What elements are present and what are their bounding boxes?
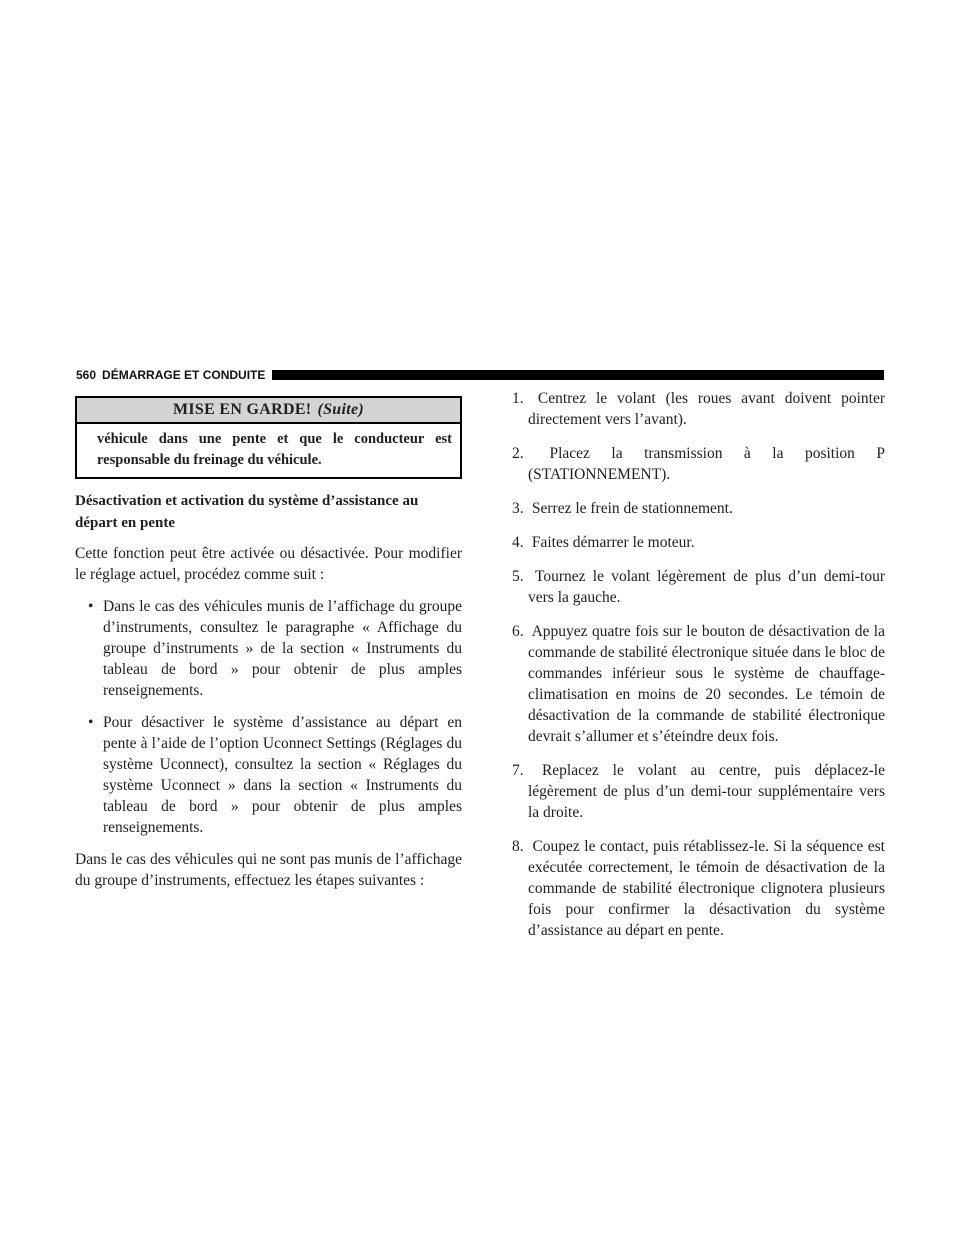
step-number: 8.	[512, 838, 524, 855]
step-number: 4.	[512, 534, 524, 551]
step-text: Replacez le volant au centre, puis déplacez-le légèrement de plus d’un demi-tour supplémentaire vers la droite.	[528, 762, 885, 821]
step-number: 5.	[512, 568, 524, 585]
page-header	[76, 367, 884, 383]
warning-suite: (Suite)	[317, 401, 364, 418]
step-item	[497, 443, 885, 485]
step-item	[497, 388, 885, 430]
step-text: Placez la transmission à la position P (STATIONNEMENT).	[528, 445, 885, 483]
step-item	[497, 760, 885, 823]
bullet-icon: •	[88, 598, 94, 615]
bullet-item	[75, 712, 462, 838]
outro-paragraph: Dans le cas des véhicules qui ne sont pas munis de l’affichage du groupe d’instruments, effectuez les étapes suivantes :	[75, 851, 462, 889]
step-text: Serrez le frein de stationnement.	[531, 500, 733, 517]
bullet-item	[75, 596, 462, 701]
step-number: 7.	[512, 762, 524, 779]
bullet-text: Dans le cas des véhicules munis de l’affichage du groupe d’instruments, consultez le paragraphe « Affichage du groupe d’instruments » de la section « Instruments du tableau de bord » pour obtenir de plus amples renseignements.	[103, 598, 462, 699]
step-item	[497, 621, 885, 747]
section-heading: Désactivation et activation du système d’assistance au départ en pente	[75, 493, 419, 531]
step-text: Tournez le volant légèrement de plus d’un demi-tour vers la gauche.	[528, 568, 885, 606]
bullet-text: Pour désactiver le système d’assistance au départ en pente à l’aide de l’option Uconnect Settings (Réglages du système Uconnect), consultez la section « Réglages du système Uconnect » dans la section « Instruments du tableau de bord » pour obtenir de plus amples renseignements.	[103, 714, 462, 836]
step-item	[497, 532, 885, 553]
step-item	[497, 836, 885, 941]
warning-title	[77, 398, 460, 424]
intro-paragraph: Cette fonction peut être activée ou désactivée. Pour modifier le réglage actuel, procédez comme suit :	[75, 545, 462, 583]
step-text: Appuyez quatre fois sur le bouton de désactivation de la commande de stabilité électronique située dans le bloc de commandes inférieur sous le système de chauffage-climatisation en moins de 20 secondes. Le témoin de désactivation de la commande de stabilité électronique devrait s’allumer et s’éteindre deux fois.	[528, 623, 885, 745]
step-number: 2.	[512, 445, 524, 462]
warning-box	[75, 396, 462, 479]
bullet-icon: •	[88, 714, 94, 731]
section-title: DÉMARRAGE ET CONDUITE	[102, 368, 266, 382]
step-number: 3.	[512, 500, 524, 517]
page-number: 560	[76, 368, 97, 382]
left-column	[75, 396, 462, 891]
step-text: Centrez le volant (les roues avant doivent pointer directement vers l’avant).	[528, 390, 885, 428]
warning-body: véhicule dans une pente et que le conducteur est responsable du freinage du véhicule.	[97, 431, 452, 468]
warning-title-text: MISE EN GARDE!	[173, 401, 312, 418]
step-text: Faites démarrer le moteur.	[531, 534, 695, 551]
step-item	[497, 498, 885, 519]
header-rule	[272, 370, 884, 380]
step-number: 6.	[512, 623, 524, 640]
right-column	[497, 388, 885, 954]
step-number: 1.	[512, 390, 524, 407]
step-text: Coupez le contact, puis rétablissez-le. Si la séquence est exécutée correctement, le témoin de désactivation de la commande de stabilité électronique clignotera plusieurs fois pour confirmer la désactivation du système d’assistance au départ en pente.	[528, 838, 885, 939]
step-item	[497, 566, 885, 608]
